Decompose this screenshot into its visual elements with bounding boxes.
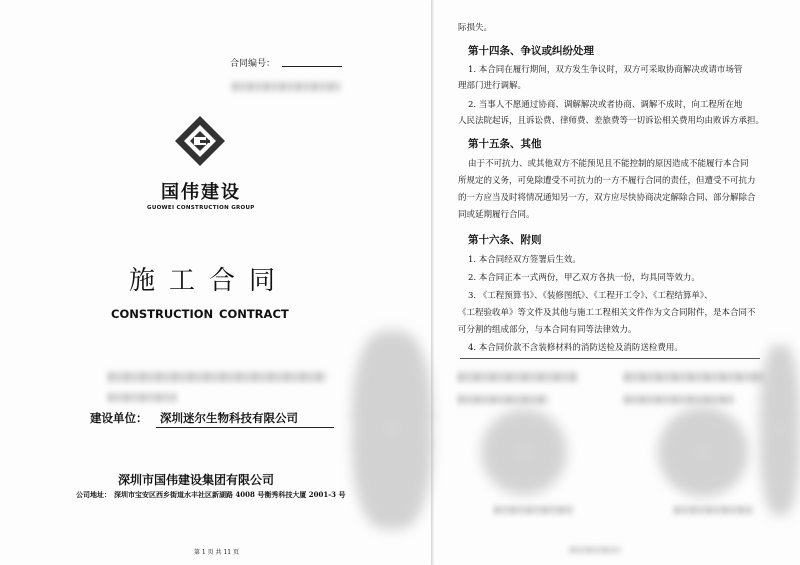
contract-number-label: 合同编号： [230,59,276,69]
builder-value: 深圳迷尔生物科技有限公司 [160,411,298,425]
section-14-para-2a: 2. 当事人不愿通过协商、调解解决或者协商、调解不成时，向工程所在地 [468,100,743,110]
title-english-1: CONSTRUCTION [111,307,214,321]
logo-name: 国伟建设 [161,182,241,203]
section-15-para-d: 同或延期履行合同。 [458,210,535,220]
section-16-para-3b: 《工程验收单》等文件及其他与施工工程相关文件作为文合同附件，是本合同不 [458,308,756,318]
title-english-2: CONTRACT [219,307,289,321]
section-16-para-1: 1. 本合同经双方签署后生效。 [468,255,581,265]
logo-subtitle: GUOWEI CONSTRUCTION GROUP [147,205,255,211]
title-chinese: 施工合同 [129,266,290,296]
section-15-para-a: 由于不可抗力、或其他双方不能预见且不能控制的原因造成不能履行本合同 [468,159,749,169]
page-footer: 第 1 页 共 11 页 [194,549,239,556]
company-logo [174,115,226,167]
section-16-para-3c: 可分割的组成部分，与本合同有同等法律效力。 [458,325,637,335]
section-14-para-1b: 理部门进行调解。 [458,81,527,91]
right-page [434,0,800,565]
section-14-heading: 第十四条、争议或纠纷处理 [468,45,594,57]
section-16-para-2: 2. 本合同正本一式两份，甲乙双方各执一份，均具同等效力。 [468,273,700,283]
redacted-edge-seal [760,345,800,515]
company-name: 深圳市国伟建设集团有限公司 [118,473,275,487]
builder-label: 建设单位： [90,411,148,425]
section-15-para-c: 的一方应当及时将情况通知另一方，双方应尽快协商决定解除合同、部分解除合 [458,193,756,203]
contract-number-line [282,66,342,67]
address-value: 深圳市宝安区西乡街道水丰社区新湖路 4008 号衡秀科技大厦 2001-3 号 [114,490,346,499]
section-14-para-2b: 人民法院起诉，且诉讼费、律师费、差旅费等一切诉讼相关费用均由败诉方承担。 [458,116,765,126]
redacted-cross-page-seal [352,330,432,530]
signature-divider [460,358,760,359]
redacted-date-b [674,506,754,514]
section-15-heading: 第十五条、其他 [468,138,542,150]
section-16-heading: 第十六条、附则 [468,234,542,246]
redacted-party-a-line-2 [458,395,548,404]
redacted-party-b-line-2 [624,395,734,404]
redacted-seal-a [482,410,566,494]
logo-diamond-icon [174,115,226,167]
section-16-para-3a: 3. 《工程预算书》、《装修图纸》、《工程开工令》、《工程结算单》、 [468,291,713,301]
builder-underline [156,427,334,428]
section-16-para-4: 4. 本合同价款不含装修材料的消防送检及消防送检费用。 [468,343,683,353]
redacted-project-name-1 [108,372,326,382]
address-label: 公司地址： [76,490,111,499]
section-14-para-1a: 1. 本合同在履行期间，双方发生争议时，双方可采取协商解决或请市场管 [468,65,743,75]
redacted-seal-b [658,408,748,496]
redacted-contract-number [232,82,340,91]
redacted-party-a-line [458,372,578,382]
redacted-party-b-line [624,372,764,382]
intro-text: 际损失。 [458,23,493,33]
section-15-para-b: 所规定的义务，可免除遭受不可抗力的一方不履行合同的责任，但遭受不可抗力 [458,176,756,186]
redacted-footer [570,547,620,553]
redacted-project-name-2 [108,393,176,402]
redacted-date-a [494,506,574,514]
